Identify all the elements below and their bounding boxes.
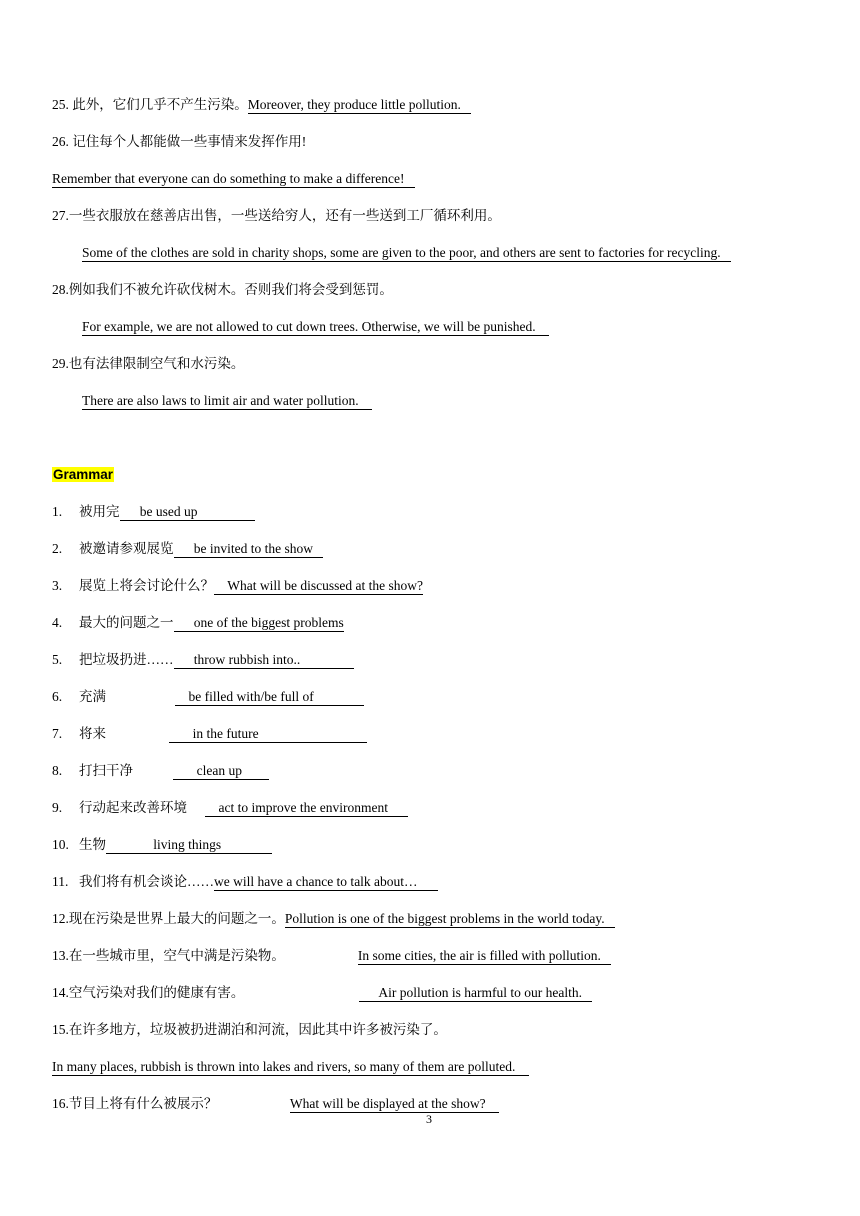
item-26-chinese: 26. 记住每个人都能做一些事情来发挥作用! xyxy=(52,134,307,149)
grammar-number: 4. xyxy=(52,615,63,630)
grammar-number: 11. xyxy=(52,874,69,889)
item-25 xyxy=(52,96,471,114)
grammar-chinese: 把垃圾扔进…… xyxy=(79,652,174,667)
grammar-chinese: 充满 xyxy=(79,689,106,704)
grammar-answer: in the future xyxy=(169,726,367,741)
item-27-chinese: 27.一些衣服放在慈善店出售，一些送给穷人，还有一些送到工厂循环利用。 xyxy=(52,208,501,223)
grammar-answer: What will be displayed at the show? xyxy=(289,1096,500,1111)
grammar-answer: What will be discussed at the show? xyxy=(214,578,423,593)
item-27-answer: Some of the clothes are sold in charity shops, some are given to the poor, and others are sent to factories for recycling. xyxy=(82,245,731,260)
grammar-number: 9. xyxy=(52,800,63,815)
grammar-answer: Pollution is one of the biggest problems in the world today. xyxy=(284,911,615,926)
grammar-row xyxy=(52,873,438,891)
item-28-chinese: 28.例如我们不被允许砍伐树木。否则我们将会受到惩罚。 xyxy=(52,282,393,297)
grammar-number: 5. xyxy=(52,652,63,667)
item-28-answer: For example, we are not allowed to cut down trees. Otherwise, we will be punished. xyxy=(82,319,550,334)
grammar-row xyxy=(52,577,423,595)
grammar-number: 13. xyxy=(52,948,69,963)
grammar-number: 10. xyxy=(52,837,69,852)
grammar-row xyxy=(52,725,367,743)
grammar-chinese: 生物 xyxy=(79,837,106,852)
grammar-row xyxy=(52,688,364,706)
grammar-number: 2. xyxy=(52,541,63,556)
grammar-number: 3. xyxy=(52,578,63,593)
grammar-chinese: 最大的问题之一 xyxy=(79,615,174,630)
item-28 xyxy=(52,281,393,299)
grammar-row xyxy=(52,910,615,928)
section-title xyxy=(52,466,114,484)
grammar-answer: In some cities, the air is filled with pollution. xyxy=(357,948,611,963)
grammar-chinese: 打扫干净 xyxy=(79,763,133,778)
grammar-row xyxy=(52,984,592,1002)
item-26 xyxy=(52,133,306,151)
page-number: 3 xyxy=(426,1112,432,1126)
grammar-chinese: 我们将有机会谈论…… xyxy=(79,874,214,889)
grammar-chinese: 节目上将有什么被展示？ xyxy=(68,1096,218,1111)
grammar-chinese: 被邀请参观展览 xyxy=(79,541,174,556)
grammar-chinese: 将来 xyxy=(79,726,106,741)
grammar-chinese: 在许多地方，垃圾被扔进湖泊和河流，因此其中许多被污染了。 xyxy=(68,1022,447,1037)
grammar-number: 14. xyxy=(52,985,69,1000)
grammar-row xyxy=(52,614,344,632)
grammar-heading: Grammar xyxy=(53,467,114,482)
item-29-answer-line xyxy=(82,392,372,410)
grammar-number: 6. xyxy=(52,689,63,704)
grammar-chinese: 在一些城市里，空气中满是污染物。 xyxy=(68,948,285,963)
grammar-row xyxy=(52,1095,499,1113)
grammar-answer: living things xyxy=(106,837,272,852)
grammar-row xyxy=(52,836,272,854)
grammar-chinese: 行动起来改善环境 xyxy=(79,800,187,815)
item-29 xyxy=(52,355,244,373)
grammar-row xyxy=(52,651,354,669)
item-27 xyxy=(52,207,501,225)
grammar-row xyxy=(52,1058,529,1076)
grammar-answer: one of the biggest problems xyxy=(173,615,344,630)
item-26-answer: Remember that everyone can do something to make a difference! xyxy=(52,171,415,186)
grammar-row xyxy=(52,540,323,558)
grammar-chinese: 展览上将会讨论什么？ xyxy=(79,578,214,593)
grammar-answer: act to improve the environment xyxy=(205,800,409,815)
grammar-chinese: 现在污染是世界上最大的问题之一。 xyxy=(68,911,285,926)
grammar-answer: be filled with/be full of xyxy=(175,689,365,704)
grammar-row xyxy=(52,1021,447,1039)
item-29-answer: There are also laws to limit air and water pollution. xyxy=(82,393,373,408)
item-26-answer-line xyxy=(52,170,415,188)
item-28-answer-line xyxy=(82,318,549,336)
grammar-answer: be used up xyxy=(119,504,255,519)
grammar-row xyxy=(52,503,255,521)
grammar-chinese: 空气污染对我们的健康有害。 xyxy=(68,985,245,1000)
grammar-number: 15. xyxy=(52,1022,69,1037)
grammar-answer: we will have a chance to talk about… xyxy=(214,874,438,889)
grammar-number: 1. xyxy=(52,504,63,519)
grammar-row xyxy=(52,947,611,965)
item-29-chinese: 29.也有法律限制空气和水污染。 xyxy=(52,356,245,371)
grammar-answer: throw rubbish into.. xyxy=(173,652,355,667)
item-25-answer: Moreover, they produce little pollution. xyxy=(247,97,472,112)
grammar-answer: In many places, rubbish is thrown into lakes and rivers, so many of them are polluted. xyxy=(52,1059,529,1074)
grammar-number: 16. xyxy=(52,1096,69,1111)
item-27-answer-line xyxy=(82,244,731,262)
grammar-row xyxy=(52,762,269,780)
grammar-answer: Air pollution is harmful to our health. xyxy=(358,985,593,1000)
grammar-number: 8. xyxy=(52,763,63,778)
grammar-number: 7. xyxy=(52,726,63,741)
item-25-chinese: 25. 此外，它们几乎不产生污染。 xyxy=(52,97,248,112)
grammar-number: 12. xyxy=(52,911,69,926)
grammar-row xyxy=(52,799,408,817)
grammar-answer: be invited to the show xyxy=(173,541,324,556)
grammar-answer: clean up xyxy=(173,763,269,778)
grammar-chinese: 被用完 xyxy=(79,504,120,519)
